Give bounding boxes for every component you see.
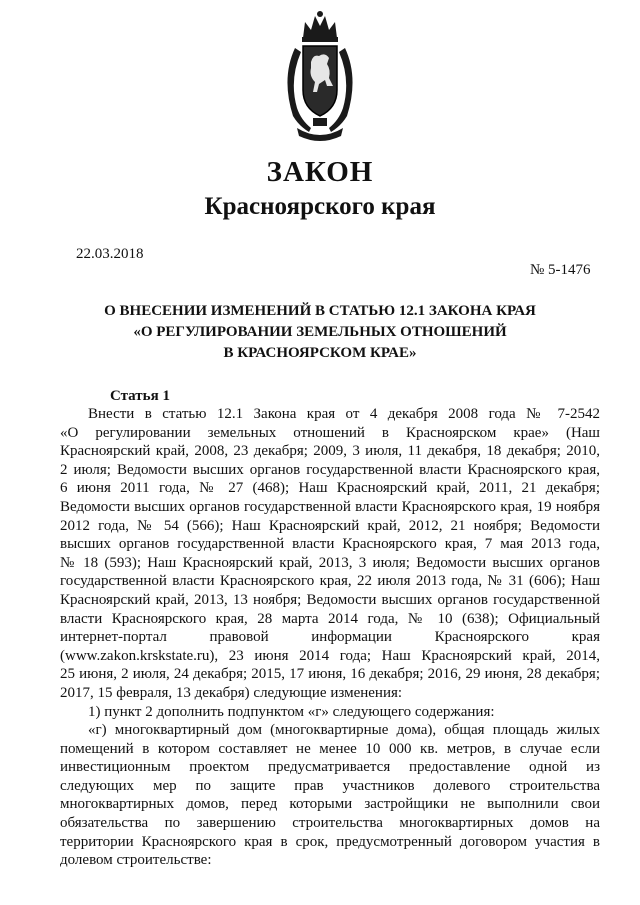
body-line: «г) многоквартирный дом (многоквартирные дома), общая площадь жилых xyxy=(88,722,600,739)
body-line: Красноярский край, 2013, 13 ноября; Ведомости высших органов государственной xyxy=(60,591,600,608)
body-line: 1) пункт 2 дополнить подпунктом «г» следующего содержания: xyxy=(88,703,495,720)
law-date: 22.03.2018 xyxy=(76,246,144,262)
body-line: интернет-портал правовой информации Красноярского края xyxy=(60,629,600,646)
heading-line: О ВНЕСЕНИИ ИЗМЕНЕНИЙ В СТАТЬЮ 12.1 ЗАКОНА КРАЯ xyxy=(104,303,536,319)
body-line: власти Красноярского края, 28 марта 2014 года, № 10 (638); Официальный xyxy=(60,610,600,627)
body-line: долевом строительстве: xyxy=(60,852,212,869)
law-subtitle: Красноярского края xyxy=(204,193,436,220)
body-line: следующих мер по защите прав участников долевого строительства xyxy=(60,777,600,794)
body-line: высших органов государственной власти Красноярского края, 7 мая 2013 года, xyxy=(60,536,600,553)
heading-line: В КРАСНОЯРСКОМ КРАЕ» xyxy=(223,345,417,361)
body-line: Ведомости высших органов государственной власти Красноярского края, 19 ноября xyxy=(60,498,600,515)
body-line: «О регулировании земельных отношений в Красноярском крае» (Наш xyxy=(60,424,600,441)
coat-of-arms-icon xyxy=(275,8,365,143)
body-line: Внести в статью 12.1 Закона края от 4 декабря 2008 года № 7-2542 xyxy=(88,406,600,422)
law-title: ЗАКОН xyxy=(266,156,374,188)
body-line: (www.zakon.krskstate.ru), 23 июня 2014 года; Наш Красноярский край, 2014, xyxy=(60,647,600,664)
body-line: многоквартирных домов, перед которыми застройщики не выполнили свои xyxy=(60,796,600,813)
body-line: Красноярский край, 2008, 23 декабря; 2009, 3 июля, 11 декабря, 18 декабря; 2010, xyxy=(60,443,600,460)
article-title: Статья 1 xyxy=(110,388,170,404)
law-number: № 5-1476 xyxy=(530,262,591,278)
body-line: 2 июля; Ведомости высших органов государственной власти Красноярского края, xyxy=(60,461,600,478)
body-line: инвестиционным проектом предусматривается предоставление одной из xyxy=(60,759,600,776)
body-line: № 18 (593); Наш Красноярский край, 2013, 3 июля; Ведомости высших органов xyxy=(60,554,600,571)
body-line: обязательства по завершению строительства многоквартирных домов на xyxy=(60,815,600,832)
body-line: 25 июня, 2 июля, 24 декабря; 2015, 17 июня, 16 декабря; 2016, 29 июня, 28 декабря; xyxy=(60,666,600,683)
body-line: государственной власти Красноярского края, 22 июля 2013 года, № 31 (606); Наш xyxy=(60,573,600,590)
heading-line: «О РЕГУЛИРОВАНИИ ЗЕМЕЛЬНЫХ ОТНОШЕНИЙ xyxy=(133,324,507,340)
law-heading xyxy=(60,301,580,364)
body-line: 6 июня 2011 года, № 27 (468); Наш Красноярский край, 2011, 21 декабря; xyxy=(60,480,600,497)
body-line: территории Красноярского края в срок, предусмотренный договором участия в xyxy=(60,833,600,850)
article-body xyxy=(60,405,600,870)
body-line: 2012 года, № 54 (566); Наш Красноярский край, 2012, 21 ноября; Ведомости xyxy=(60,517,600,534)
body-line: помещений в котором составляет не менее 10 000 кв. метров, в случае если xyxy=(60,740,600,757)
body-line: 2017, 15 февраля, 13 декабря) следующие изменения: xyxy=(60,684,403,701)
